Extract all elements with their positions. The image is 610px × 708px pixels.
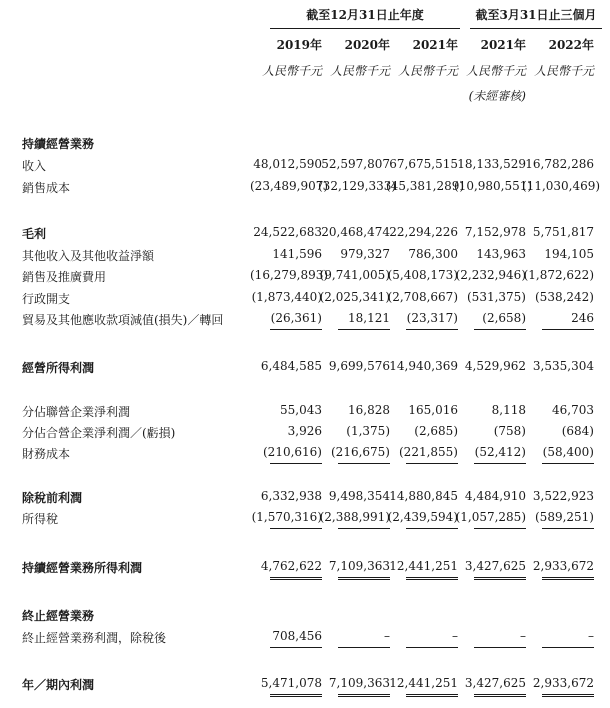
row-value: – <box>520 629 526 643</box>
row-value: (52,412) <box>474 445 526 459</box>
row-value: (538,242) <box>535 290 594 304</box>
subtotal-underline <box>406 329 458 330</box>
row-value: 55,043 <box>280 403 322 417</box>
total-double-underline <box>406 694 458 697</box>
total-double-underline <box>474 694 526 697</box>
row-value: 14,880,845 <box>389 489 458 503</box>
year-header-2022-q1: 2022年 <box>548 38 594 52</box>
row-value: 12,441,251 <box>389 676 458 690</box>
row-value: 22,294,226 <box>389 225 458 239</box>
row-value: 6,484,585 <box>260 359 322 373</box>
total-double-underline <box>338 694 390 697</box>
row-value: 20,468,474 <box>321 225 390 239</box>
row-value: (2,232,946) <box>455 268 526 282</box>
row-value: 708,456 <box>272 629 322 643</box>
row-value: (23,489,907) <box>250 179 329 193</box>
row-value: 3,535,304 <box>532 359 594 373</box>
total-double-underline <box>406 577 458 580</box>
row-label: 經營所得利潤 <box>22 361 95 375</box>
row-value: 4,762,622 <box>260 559 322 573</box>
row-value: (1,375) <box>346 424 390 438</box>
subtotal-underline <box>406 647 458 648</box>
row-label: 年／期內利潤 <box>22 678 95 692</box>
row-value: (1,873,440) <box>251 290 322 304</box>
row-value: 46,703 <box>552 403 594 417</box>
unit-header-2020: 人民幣千元 <box>329 64 390 78</box>
row-value: – <box>452 629 458 643</box>
row-value: (16,279,893) <box>250 268 329 282</box>
year-header-2019: 2019年 <box>276 38 322 52</box>
row-label: 除稅前利潤 <box>22 491 83 505</box>
subtotal-underline <box>338 647 390 648</box>
total-double-underline <box>270 577 322 580</box>
row-value: (10,980,551) <box>454 179 533 193</box>
row-value: (1,872,622) <box>523 268 594 282</box>
unit-header-2021-q1: 人民幣千元 <box>465 64 526 78</box>
row-label: 分佔聯營企業淨利潤 <box>22 405 131 419</box>
row-value: 18,121 <box>348 311 390 325</box>
unit-header-2019: 人民幣千元 <box>261 64 322 78</box>
row-value: 246 <box>571 311 594 325</box>
subtotal-underline <box>474 463 526 464</box>
row-value: 5,471,078 <box>260 676 322 690</box>
row-value: (26,361) <box>270 311 322 325</box>
subtotal-underline <box>270 329 322 330</box>
row-label: 所得稅 <box>22 512 59 526</box>
period-header-quarter: 截至3月31日止三個月 <box>475 8 597 22</box>
row-value: (1,057,285) <box>455 510 526 524</box>
row-value: 9,699,576 <box>328 359 390 373</box>
subtotal-underline <box>338 329 390 330</box>
row-value: 2,933,672 <box>532 559 594 573</box>
row-value: 16,828 <box>348 403 390 417</box>
year-header-2021-q1: 2021年 <box>480 38 526 52</box>
row-value: (32,129,333) <box>318 179 397 193</box>
row-value: (758) <box>493 424 526 438</box>
total-double-underline <box>542 694 594 697</box>
row-value: 12,441,251 <box>389 559 458 573</box>
row-label: 財務成本 <box>22 447 71 461</box>
row-value: 67,675,515 <box>389 157 458 171</box>
unaudited-note: (未經審核) <box>468 89 526 103</box>
row-value: 165,016 <box>408 403 458 417</box>
unit-header-2022-q1: 人民幣千元 <box>533 64 594 78</box>
total-double-underline <box>542 577 594 580</box>
row-value: 979,327 <box>340 247 390 261</box>
row-label: 終止經營業務利潤，除稅後 <box>22 631 167 645</box>
row-label: 收入 <box>22 159 47 173</box>
subtotal-underline <box>542 528 594 529</box>
row-value: 5,751,817 <box>532 225 594 239</box>
row-value: 9,498,354 <box>328 489 390 503</box>
row-value: 18,133,529 <box>457 157 526 171</box>
row-value: (210,616) <box>263 445 322 459</box>
row-value: 7,109,363 <box>328 559 390 573</box>
row-value: 3,522,923 <box>532 489 594 503</box>
row-value: 194,105 <box>544 247 594 261</box>
row-value: 52,597,807 <box>321 157 390 171</box>
row-label: 銷售成本 <box>22 181 71 195</box>
row-label: 毛利 <box>22 227 47 241</box>
total-double-underline <box>474 577 526 580</box>
row-label: 分佔合營企業淨利潤／(虧損) <box>22 426 176 440</box>
row-value: 6,332,938 <box>260 489 322 503</box>
row-label: 其他收入及其他收益淨額 <box>22 249 155 263</box>
year-header-2020: 2020年 <box>344 38 390 52</box>
row-value: (11,030,469) <box>522 179 601 193</box>
row-value: 24,522,683 <box>253 225 322 239</box>
subtotal-underline <box>542 329 594 330</box>
row-value: 4,529,962 <box>464 359 526 373</box>
row-label: 持續經營業務 <box>22 137 95 151</box>
row-value: (23,317) <box>406 311 458 325</box>
row-value: 786,300 <box>408 247 458 261</box>
row-label: 銷售及推廣費用 <box>22 270 107 284</box>
row-label: 持續經營業務所得利潤 <box>22 561 143 575</box>
row-value: – <box>588 629 594 643</box>
row-value: 2,933,672 <box>532 676 594 690</box>
row-value: (221,855) <box>399 445 458 459</box>
row-value: 3,926 <box>287 424 322 438</box>
total-double-underline <box>270 694 322 697</box>
row-value: 4,484,910 <box>464 489 526 503</box>
row-value: (9,741,005) <box>319 268 390 282</box>
period-header-annual-rule <box>270 28 460 29</box>
row-value: (5,408,173) <box>387 268 458 282</box>
row-label: 貿易及其他應收款項減值(損失)／轉回 <box>22 313 224 327</box>
row-value: (58,400) <box>542 445 594 459</box>
row-value: (684) <box>561 424 594 438</box>
row-value: (531,375) <box>467 290 526 304</box>
subtotal-underline <box>474 329 526 330</box>
subtotal-underline <box>406 528 458 529</box>
row-value: (2,685) <box>414 424 458 438</box>
row-value: (45,381,289) <box>386 179 465 193</box>
row-value: 3,427,625 <box>464 676 526 690</box>
period-header-quarter-rule <box>470 28 602 29</box>
subtotal-underline <box>542 647 594 648</box>
subtotal-underline <box>474 528 526 529</box>
unit-header-2021: 人民幣千元 <box>397 64 458 78</box>
row-value: – <box>384 629 390 643</box>
subtotal-underline <box>474 647 526 648</box>
row-value: 3,427,625 <box>464 559 526 573</box>
row-value: 7,152,978 <box>464 225 526 239</box>
total-double-underline <box>338 577 390 580</box>
row-value: 141,596 <box>272 247 322 261</box>
subtotal-underline <box>338 528 390 529</box>
subtotal-underline <box>338 463 390 464</box>
subtotal-underline <box>270 647 322 648</box>
subtotal-underline <box>270 463 322 464</box>
row-value: (1,570,316) <box>251 510 322 524</box>
row-value: (2,658) <box>482 311 526 325</box>
year-header-2021: 2021年 <box>412 38 458 52</box>
subtotal-underline <box>406 463 458 464</box>
subtotal-underline <box>270 528 322 529</box>
row-value: (2,025,341) <box>319 290 390 304</box>
row-value: 16,782,286 <box>525 157 594 171</box>
row-value: (2,388,991) <box>319 510 390 524</box>
row-value: 48,012,590 <box>253 157 322 171</box>
subtotal-underline <box>542 463 594 464</box>
row-value: 8,118 <box>491 403 526 417</box>
row-value: (216,675) <box>331 445 390 459</box>
row-value: 14,940,369 <box>389 359 458 373</box>
period-header-annual: 截至12月31日止年度 <box>306 8 424 22</box>
row-value: (2,708,667) <box>387 290 458 304</box>
row-value: 7,109,363 <box>328 676 390 690</box>
row-value: (2,439,594) <box>387 510 458 524</box>
row-label: 行政開支 <box>22 292 71 306</box>
row-label: 終止經營業務 <box>22 609 95 623</box>
row-value: (589,251) <box>535 510 594 524</box>
row-value: 143,963 <box>476 247 526 261</box>
